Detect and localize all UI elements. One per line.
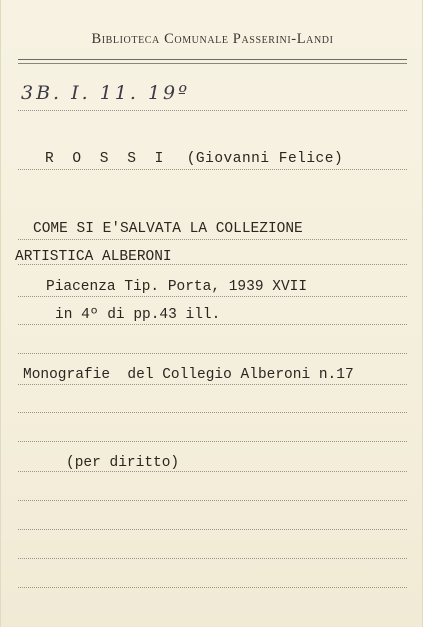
ruled-line [18,324,407,325]
ruled-line [18,110,407,111]
ruled-line [18,587,407,588]
heading-rule-top [18,59,407,60]
author-heading [45,151,343,167]
physical-description: in 4º di pp.43 ill. [55,307,221,323]
ruled-line [18,500,407,501]
ruled-line [18,412,407,413]
acquisition-note: (per diritto) [66,455,180,471]
series-statement: Monografie del Collegio Alberoni n.17 [23,367,354,383]
shelfmark: 3B. I. 11. 19º [21,82,191,104]
ruled-line [18,169,407,170]
ruled-line [18,353,407,354]
author-given-name: (Giovanni Felice) [186,151,344,167]
ruled-line [18,264,407,265]
ruled-line [18,441,407,442]
heading-rule-bottom [18,63,407,64]
title-line-2: ARTISTICA ALBERONI [15,249,172,265]
ruled-line [18,529,407,530]
title-line-1: COME SI E'SALVATA LA COLLEZIONE [33,221,303,237]
ruled-line [18,239,407,240]
ruled-line [18,558,407,559]
imprint-line: Piacenza Tip. Porta, 1939 XVII [46,279,308,295]
ruled-line [18,471,407,472]
ruled-line [18,384,407,385]
author-surname: R O S S I [45,151,169,167]
ruled-line [18,296,407,297]
library-heading: Biblioteca Comunale Passerini-Landi [91,31,334,47]
